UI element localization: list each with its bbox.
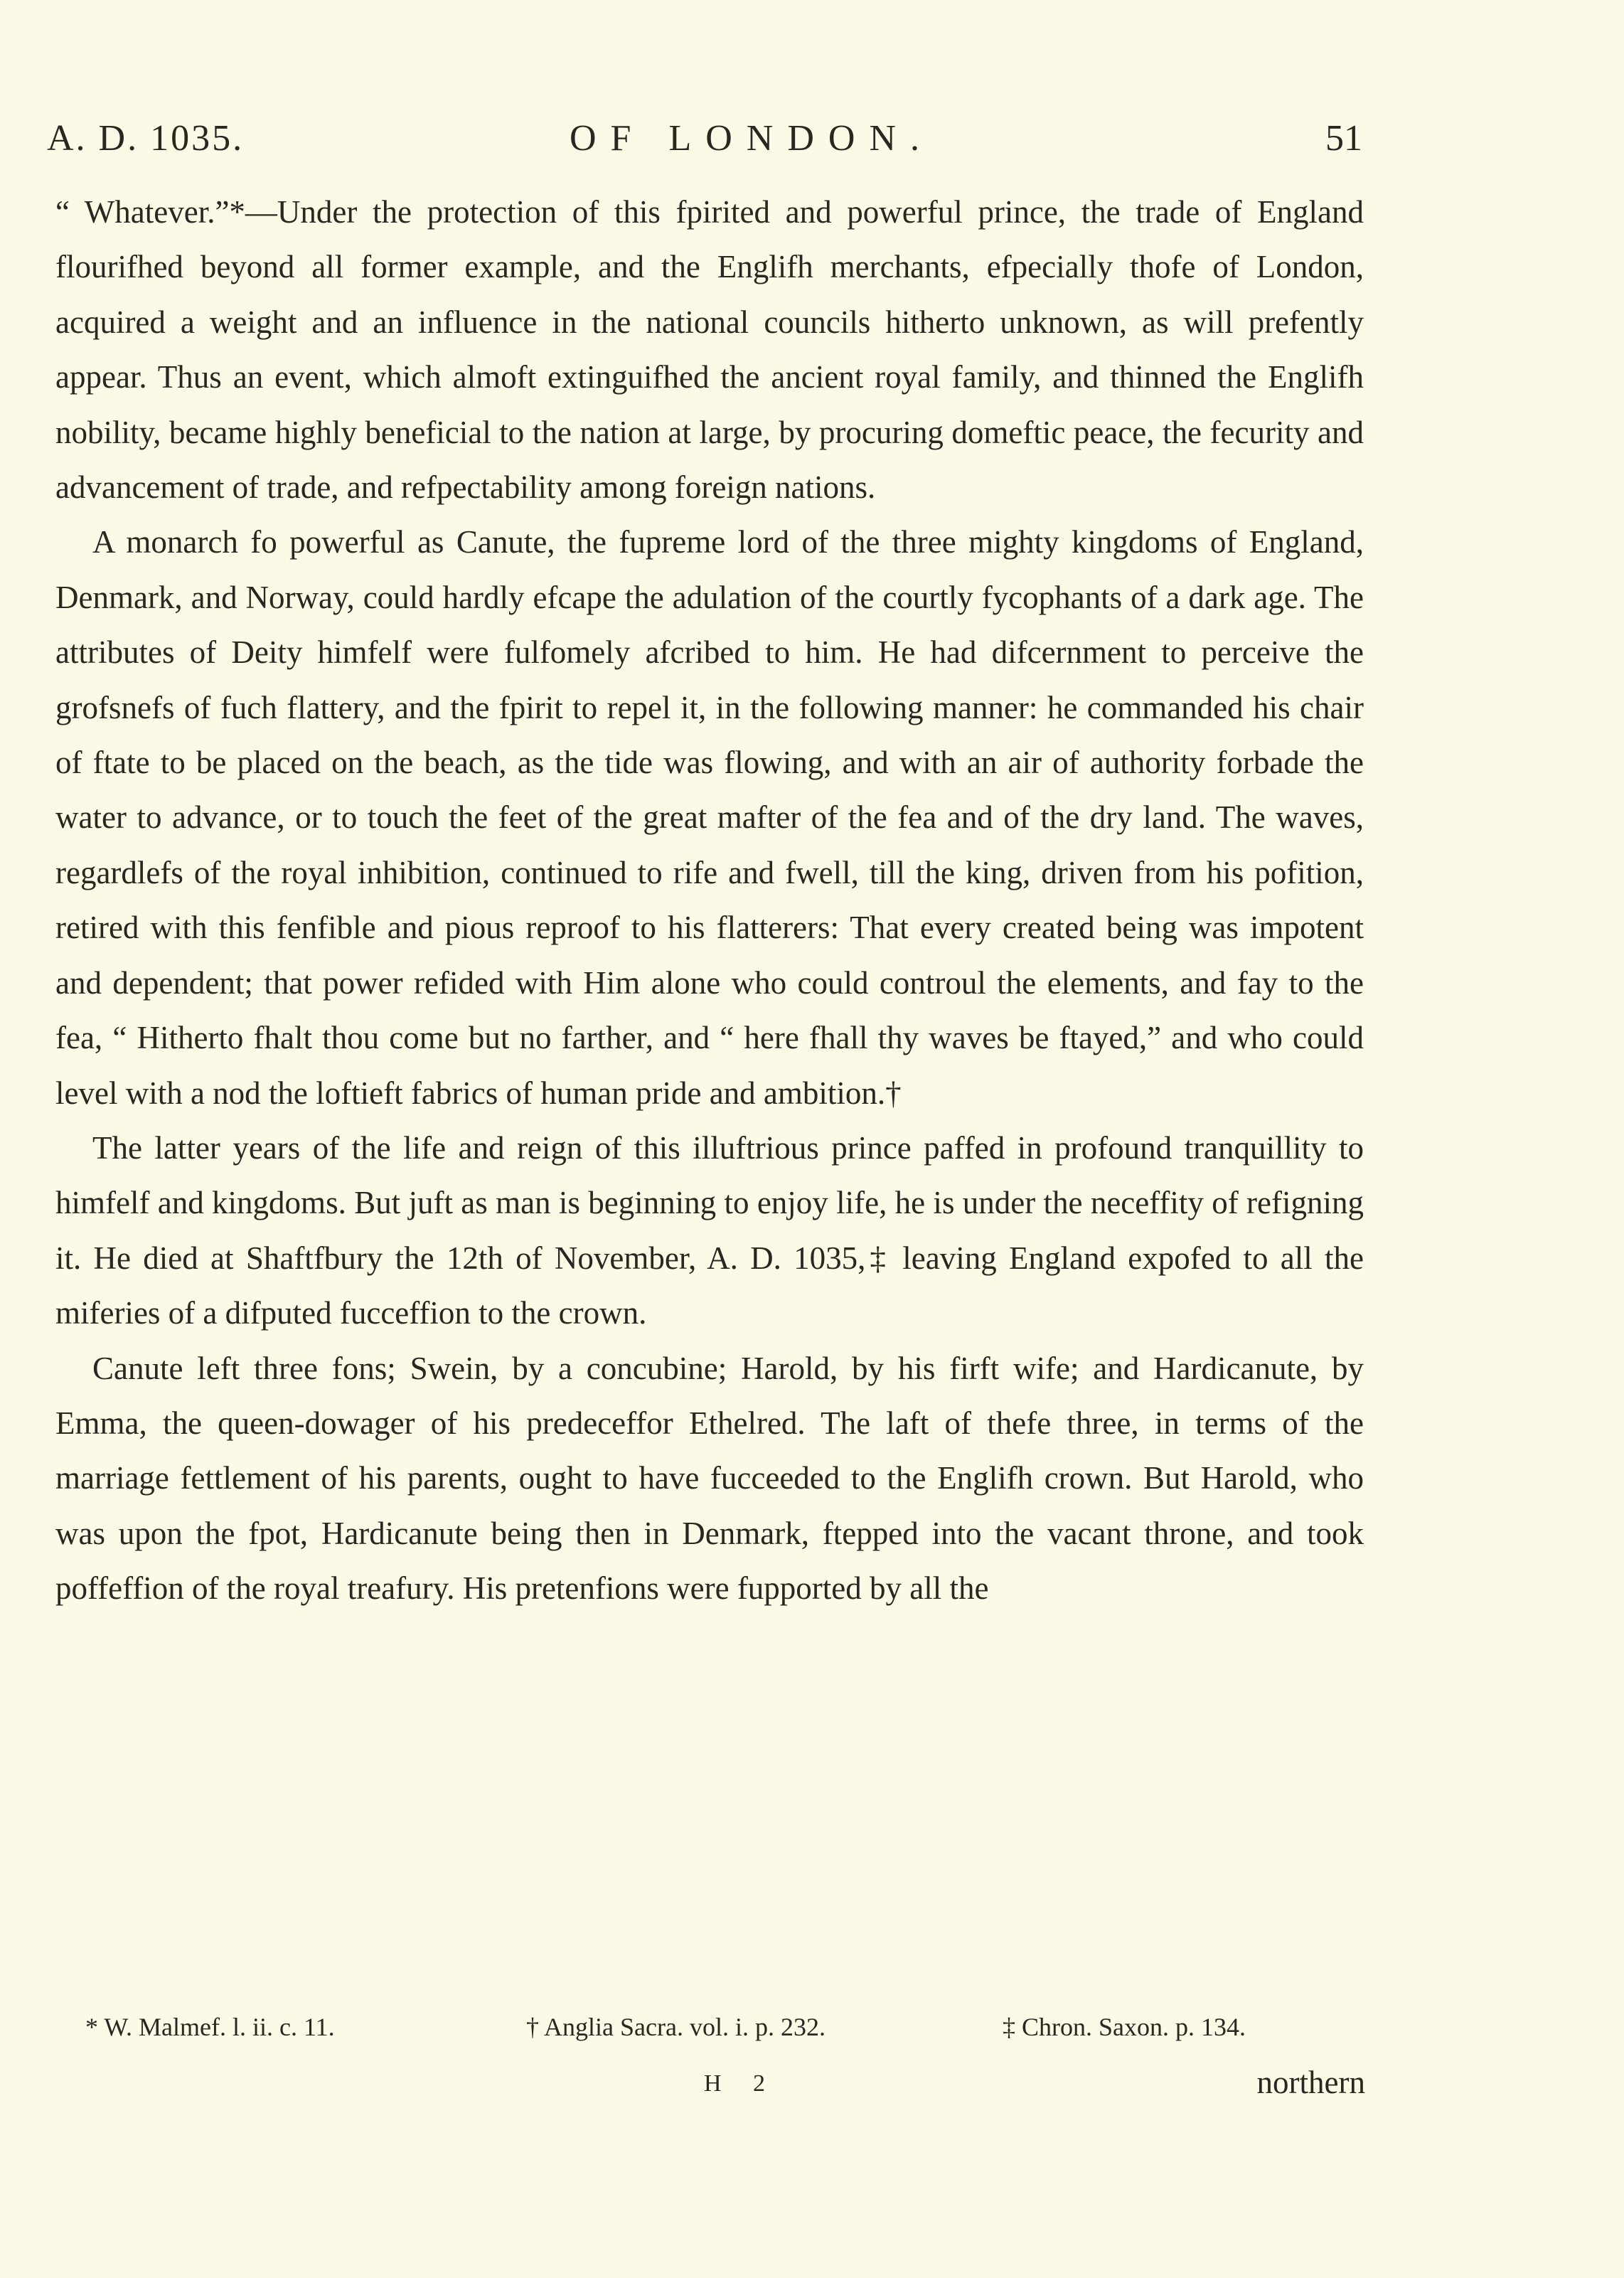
paragraph: Canute left three fons; Swein, by a concubine; Harold, by his firft wife; and Hardicanute, by Emma, the queen-dowager of his predeceffor Ethelred. The laft of thefe three, in terms of the marriage fettlement of his parents, ought to have fucceeded to the Englifh crown. But Harold, who was upon the fpot, Hardicanute being then in Denmark, ftepped into the vacant throne, and took poffeffion of the royal treafury. His pretenfions were fupported by all the [55,1350,1364,1607]
catchword: northern [1256,2065,1365,2100]
running-head-title: OF LONDON. [570,118,934,159]
paragraph: A monarch fo powerful as Canute, the fupreme lord of the three mighty kingdoms of England, Denmark, and Norway, could hardly efcape the adulation of the courtly fycophants of a dark age. The attributes of Deity himfelf were fulfomely afcribed to him. He had difcernment to perceive the grofsnefs of fuch flattery, and the fpirit to repel it, in the following manner: he commanded his chair of ftate to be placed on the beach, as the tide was flowing, and with an air of authority forbade the water to advance, or to touch the feet of the great mafter of the fea and of the dry land. The waves, regardlefs of the royal inhibition, continued to rife and fwell, till the king, driven from his pofition, retired with this fenfible and pious reproof to his flatterers: That every created being was impotent and dependent; that power refided with Him alone who could controul the elements, and fay to the fea, “ Hitherto fhalt thou come but no farther, and “ here fhall thy waves be ftayed,” and who could level with a nod the loftieft fabrics of human pride and ambition.† [55,524,1364,1111]
running-head [47,114,1362,164]
footnote: * W. Malmef. l. ii. c. 11. [85,2013,335,2041]
paragraph: The latter years of the life and reign of this illuftrious prince paffed in profound tranquillity to himfelf and kingdoms. But juft as man is beginning to enjoy life, he is under the neceffity of refigning it. He died at Shaftfbury the 12th of November, A. D. 1035,‡ leaving England expofed to all the miferies of a difputed fucceffion to the crown. [55,1129,1364,1331]
page-number: 51 [1325,118,1362,159]
body-text [55,185,1364,1617]
footnote: † Anglia Sacra. vol. i. p. 232. [526,2013,826,2041]
signature-mark: H 2 [704,2070,779,2097]
footnote: ‡ Chron. Saxon. p. 134. [1003,2013,1246,2041]
running-head-date: A. D. 1035. [47,118,245,159]
paragraph: “ Whatever.”*—Under the protection of this fpirited and powerful prince, the trade of England flourifhed beyond all former example, and the Englifh merchants, efpecially thofe of London, acquired a weight and an influence in the national councils hitherto unknown, as will prefently appear. Thus an event, which almoft extinguifhed the ancient royal family, and thinned the Englifh nobility, became highly beneficial to the nation at large, by procuring domeftic peace, the fecurity and advancement of trade, and refpectability among foreign nations. [55,194,1364,506]
footnotes [85,2006,1358,2048]
